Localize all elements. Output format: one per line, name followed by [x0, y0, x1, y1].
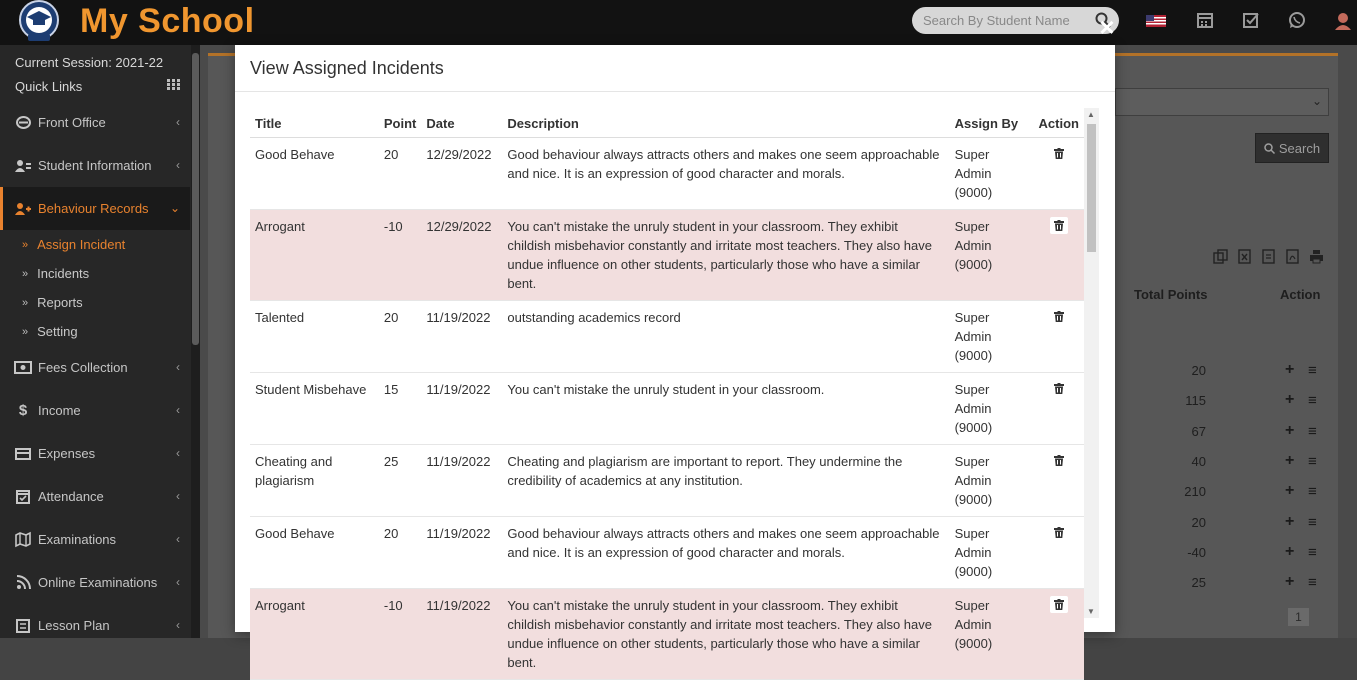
- cell-title: Student Misbehave: [250, 372, 379, 444]
- add-icon[interactable]: +: [1285, 361, 1295, 378]
- column-header-title: Title: [250, 108, 379, 137]
- column-header-assign-by: Assign By: [950, 108, 1034, 137]
- cell-title: Good Behave: [250, 516, 379, 588]
- modal-header: [235, 45, 1115, 92]
- sidebar-item-student-information[interactable]: [0, 144, 190, 187]
- sidebar-scroll-thumb[interactable]: [192, 53, 199, 345]
- sidebar-item-label: Expenses: [38, 446, 96, 461]
- user-avatar-icon[interactable]: [1334, 11, 1354, 31]
- sidebar-item-attendance[interactable]: [0, 475, 190, 518]
- column-header-action: Action: [1034, 108, 1084, 137]
- pdf-icon[interactable]: [1285, 249, 1300, 264]
- lesson-icon: [15, 619, 31, 633]
- row-points: 20: [1191, 515, 1206, 530]
- sidebar-item-label: Behaviour Records: [38, 201, 149, 216]
- calendar-icon[interactable]: [1196, 11, 1216, 31]
- table-row: [250, 372, 1084, 444]
- front-office-icon: [15, 116, 31, 129]
- cell-point: -10: [379, 588, 422, 679]
- chevron-left-icon: ‹: [176, 115, 180, 129]
- double-angle-icon: »: [22, 238, 29, 251]
- sidebar-item-label: Examinations: [38, 532, 117, 547]
- cell-date: 12/29/2022: [421, 137, 502, 209]
- cell-title: Cheating and plagiarism: [250, 444, 379, 516]
- sidebar-item-income[interactable]: [0, 389, 190, 432]
- whatsapp-icon[interactable]: [1288, 11, 1308, 31]
- chevron-left-icon: ‹: [176, 489, 180, 503]
- modal-scroll-thumb[interactable]: [1087, 124, 1096, 252]
- table-header-row: [250, 108, 1084, 137]
- cell-description: You can't mistake the unruly student in your classroom. They exhibit childish misbehavior constantly and irritate most teachers. They also have undue influence on other students, particularly those who have a similar bent.: [502, 209, 949, 300]
- modal-scrollbar[interactable]: [1084, 108, 1099, 618]
- column-header-description: Description: [502, 108, 949, 137]
- incidents-table-container: [250, 108, 1100, 670]
- add-icon[interactable]: +: [1285, 543, 1295, 560]
- sidebar-subitem-label: Assign Incident: [37, 237, 126, 252]
- cell-title: Arrogant: [250, 209, 379, 300]
- trash-icon[interactable]: [1050, 524, 1068, 541]
- sidebar-subitem-incidents[interactable]: [0, 259, 190, 288]
- scroll-down-icon[interactable]: ▼: [1087, 607, 1095, 616]
- sidebar-item-behaviour-records[interactable]: [0, 187, 190, 230]
- trash-icon[interactable]: [1050, 145, 1068, 162]
- double-angle-icon: »: [22, 325, 29, 338]
- row-points: 210: [1184, 484, 1206, 499]
- cell-assign-by: Super Admin (9000): [950, 300, 1034, 372]
- cell-action: [1034, 372, 1084, 444]
- chevron-left-icon: ‹: [176, 360, 180, 374]
- menu-icon[interactable]: ≡: [1308, 574, 1317, 591]
- cell-description: outstanding academics record: [502, 300, 949, 372]
- row-points: 115: [1185, 393, 1206, 408]
- cell-point: -10: [379, 209, 422, 300]
- cell-date: 11/19/2022: [421, 516, 502, 588]
- school-logo[interactable]: [15, 0, 63, 44]
- table-row: [250, 588, 1084, 679]
- sidebar-item-label: Income: [38, 403, 81, 418]
- excel-icon[interactable]: [1237, 249, 1252, 264]
- trash-icon[interactable]: [1050, 217, 1068, 234]
- search-button[interactable]: [1255, 133, 1329, 163]
- cell-point: 20: [379, 137, 422, 209]
- menu-icon[interactable]: ≡: [1308, 544, 1317, 561]
- cell-assign-by: Super Admin (9000): [950, 588, 1034, 679]
- chevron-left-icon: ‹: [176, 575, 180, 589]
- add-icon[interactable]: +: [1285, 452, 1295, 469]
- row-points: 67: [1191, 424, 1206, 439]
- export-toolbar: [1213, 249, 1324, 264]
- quick-links[interactable]: Quick Links: [15, 79, 83, 94]
- sidebar-item-label: Fees Collection: [38, 360, 128, 375]
- sidebar-subitem-label: Setting: [37, 324, 78, 339]
- column-header-point: Point: [379, 108, 422, 137]
- modal-title: View Assigned Incidents: [250, 57, 444, 78]
- sidebar-subitem-label: Reports: [37, 295, 83, 310]
- cell-date: 11/19/2022: [421, 444, 502, 516]
- cell-date: 11/19/2022: [421, 588, 502, 679]
- section-select[interactable]: [1115, 88, 1329, 116]
- top-navbar: [0, 0, 1357, 45]
- sidebar-subitem-label: Incidents: [37, 266, 90, 281]
- sidebar-subitem-setting[interactable]: [0, 317, 190, 346]
- current-session: Current Session: 2021-22: [15, 55, 164, 70]
- add-icon[interactable]: +: [1285, 482, 1295, 499]
- sidebar-item-label: Lesson Plan: [38, 618, 110, 633]
- chevron-left-icon: ‹: [176, 532, 180, 546]
- cell-action: [1034, 444, 1084, 516]
- cell-date: 12/29/2022: [421, 209, 502, 300]
- print-icon[interactable]: [1309, 249, 1324, 264]
- cell-description: Cheating and plagiarism are important to report. They undermine the credibility of academics at any institution.: [502, 444, 949, 516]
- trash-icon[interactable]: [1050, 596, 1068, 613]
- column-header-action: Action: [1280, 287, 1321, 302]
- cell-action: [1034, 137, 1084, 209]
- cell-date: 11/19/2022: [421, 372, 502, 444]
- student-icon: [15, 160, 31, 172]
- cell-assign-by: Super Admin (9000): [950, 372, 1034, 444]
- row-points: 40: [1191, 454, 1206, 469]
- rss-icon: [15, 576, 31, 589]
- check-square-icon[interactable]: [1242, 11, 1262, 31]
- search-icon: [1264, 143, 1275, 154]
- pagination-current[interactable]: 1: [1288, 608, 1309, 626]
- table-row: [250, 516, 1084, 588]
- menu-icon[interactable]: ≡: [1308, 423, 1317, 440]
- trash-icon[interactable]: [1050, 452, 1068, 469]
- sidebar-item-lesson-plan[interactable]: [0, 604, 190, 647]
- cell-action: [1034, 588, 1084, 679]
- student-search-input[interactable]: [912, 7, 1082, 34]
- cell-title: Talented: [250, 300, 379, 372]
- credit-card-icon: [15, 448, 31, 460]
- cell-point: 20: [379, 516, 422, 588]
- trash-icon[interactable]: [1050, 308, 1068, 325]
- cell-action: [1034, 300, 1084, 372]
- chevron-down-icon: ⌄: [1311, 94, 1322, 108]
- add-icon[interactable]: +: [1285, 391, 1295, 408]
- menu-icon[interactable]: ≡: [1308, 392, 1317, 409]
- cell-assign-by: Super Admin (9000): [950, 516, 1034, 588]
- copy-icon[interactable]: [1213, 249, 1228, 264]
- menu-icon[interactable]: ≡: [1308, 483, 1317, 500]
- table-row: [250, 137, 1084, 209]
- sidebar-item-online-examinations[interactable]: [0, 561, 190, 604]
- row-points: 25: [1191, 575, 1206, 590]
- cell-description: Good behaviour always attracts others and makes one seem approachable and nice. It is an expression of good character and morals.: [502, 137, 949, 209]
- cell-description: You can't mistake the unruly student in your classroom.: [502, 372, 949, 444]
- incidents-table: [250, 108, 1084, 680]
- sidebar-subitem-reports[interactable]: [0, 288, 190, 317]
- cell-assign-by: Super Admin (9000): [950, 137, 1034, 209]
- add-icon[interactable]: +: [1285, 422, 1295, 439]
- table-row: [250, 209, 1084, 300]
- cell-title: Good Behave: [250, 137, 379, 209]
- table-row: [250, 300, 1084, 372]
- cell-point: 20: [379, 300, 422, 372]
- app-brand[interactable]: My School: [80, 2, 255, 40]
- cell-action: [1034, 516, 1084, 588]
- sidebar-item-examinations[interactable]: [0, 518, 190, 561]
- cell-point: 25: [379, 444, 422, 516]
- cell-date: 11/19/2022: [421, 300, 502, 372]
- column-header-date: Date: [421, 108, 502, 137]
- close-icon[interactable]: ×: [1099, 12, 1115, 42]
- calendar-check-icon: [15, 489, 31, 504]
- cell-assign-by: Super Admin (9000): [950, 444, 1034, 516]
- map-icon: [15, 533, 31, 546]
- cell-description: Good behaviour always attracts others and makes one seem approachable and nice. It is an expression of good character and morals.: [502, 516, 949, 588]
- sidebar-item-expenses[interactable]: [0, 432, 190, 475]
- double-angle-icon: »: [22, 267, 29, 280]
- chevron-left-icon: ‹: [176, 446, 180, 460]
- sidebar-item-label: Student Information: [38, 158, 152, 173]
- double-angle-icon: »: [22, 296, 29, 309]
- row-points: 20: [1191, 363, 1206, 378]
- menu-icon[interactable]: ≡: [1308, 362, 1317, 379]
- row-points: -40: [1187, 545, 1206, 560]
- add-icon[interactable]: +: [1285, 513, 1295, 530]
- sidebar-item-label: Attendance: [38, 489, 104, 504]
- table-row: [250, 444, 1084, 516]
- chevron-left-icon: ‹: [176, 618, 180, 632]
- cell-description: You can't mistake the unruly student in your classroom. They exhibit childish misbehavior constantly and irritate most teachers. They also have undue influence on other students, particularly those who have a similar bent.: [502, 588, 949, 679]
- student-search: [912, 7, 1119, 34]
- chevron-left-icon: ‹: [176, 158, 180, 172]
- scroll-up-icon[interactable]: ▲: [1087, 110, 1095, 119]
- cell-title: Arrogant: [250, 588, 379, 679]
- column-header-total-points: Total Points: [1134, 287, 1208, 302]
- chevron-down-icon: ⌄: [169, 201, 180, 215]
- add-icon[interactable]: +: [1285, 573, 1295, 590]
- sidebar: [0, 45, 200, 638]
- sidebar-item-label: Online Examinations: [38, 575, 158, 590]
- grid-icon[interactable]: [167, 77, 180, 95]
- search-button-label: Search: [1278, 140, 1321, 156]
- cell-point: 15: [379, 372, 422, 444]
- behaviour-icon: [15, 203, 31, 215]
- sidebar-item-label: Front Office: [38, 115, 106, 130]
- menu-icon[interactable]: ≡: [1308, 514, 1317, 531]
- csv-icon[interactable]: [1261, 249, 1276, 264]
- us-flag-icon[interactable]: [1146, 11, 1166, 31]
- sidebar-item-fees-collection[interactable]: [0, 346, 190, 389]
- cell-assign-by: Super Admin (9000): [950, 209, 1034, 300]
- cell-action: [1034, 209, 1084, 300]
- dollar-icon: $: [18, 402, 28, 419]
- view-assigned-incidents-modal: [235, 45, 1115, 670]
- menu-icon[interactable]: ≡: [1308, 453, 1317, 470]
- sidebar-subitem-assign-incident[interactable]: [0, 230, 190, 259]
- trash-icon[interactable]: [1050, 380, 1068, 397]
- chevron-left-icon: ‹: [176, 403, 180, 417]
- money-icon: [15, 362, 31, 373]
- sidebar-item-front-office[interactable]: [0, 101, 190, 144]
